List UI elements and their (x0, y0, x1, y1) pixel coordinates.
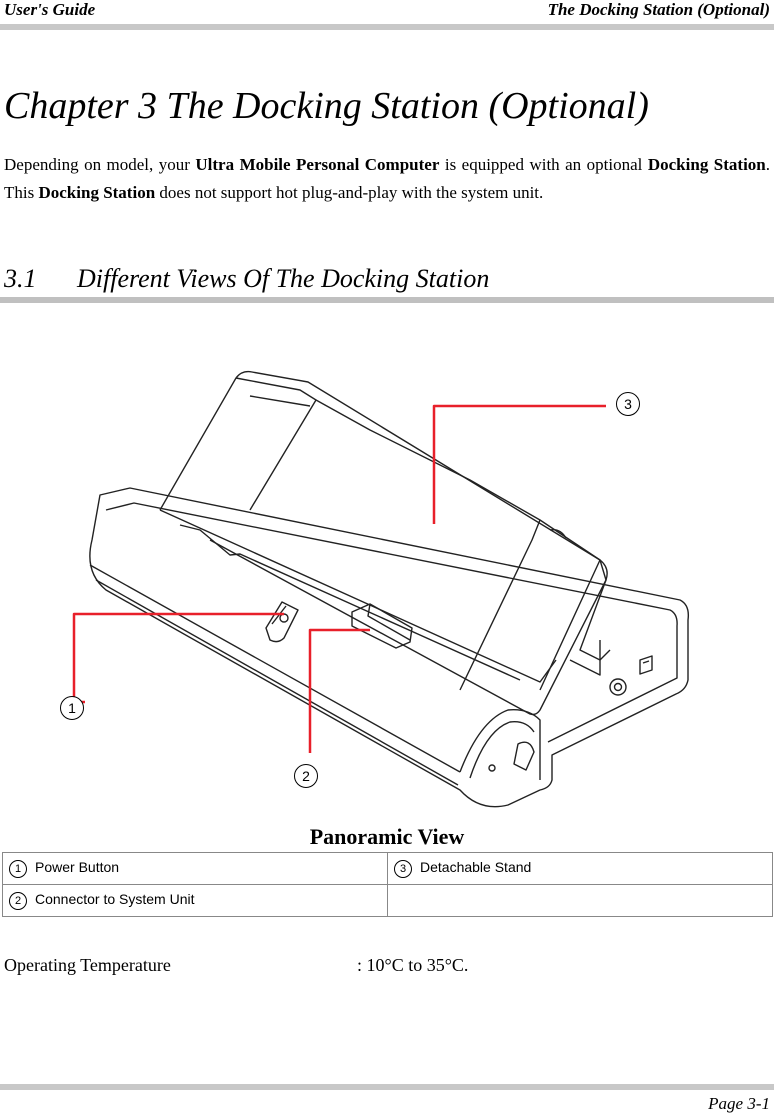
legend-label: Connector to System Unit (35, 891, 195, 908)
legend-row (3, 885, 773, 917)
callout-2: 2 (294, 764, 318, 788)
section-heading (4, 264, 489, 294)
legend-number-badge: 3 (394, 860, 412, 878)
legend-label: Power Button (35, 859, 120, 876)
intro-paragraph (4, 151, 770, 207)
section-title: Different Views Of The Docking Station (77, 264, 490, 293)
legend-cell (3, 853, 388, 885)
intro-bold-product: Ultra Mobile Personal Computer (195, 155, 440, 174)
spec-label: Operating Temperature (4, 955, 171, 975)
intro-text-3: . This (4, 155, 770, 202)
legend-table (2, 852, 773, 917)
callout-3: 3 (616, 392, 640, 416)
legend-label: Detachable Stand (420, 859, 532, 876)
intro-text-2: is equipped with an optional (439, 155, 648, 174)
legend-row (3, 853, 773, 885)
legend-cell-empty (388, 885, 773, 917)
callout-1: 1 (60, 696, 84, 720)
intro-text-1: Depending on model, your (4, 155, 196, 174)
intro-text-4: does not support hot plug-and-play with the system unit. (155, 183, 544, 202)
header-left: User's Guide (4, 0, 96, 19)
docking-station-figure (40, 360, 730, 820)
footer-rule (0, 1084, 774, 1090)
legend-number-badge: 1 (9, 860, 27, 878)
legend-cell (388, 853, 773, 885)
docking-station-illustration (40, 360, 730, 820)
header-right: The Docking Station (Optional) (547, 0, 770, 19)
legend-cell (3, 885, 388, 917)
legend-number-badge: 2 (9, 892, 27, 910)
page-number: Page 3-1 (708, 1094, 770, 1113)
section-number: 3.1 (4, 264, 37, 293)
intro-bold-dock-1: Docking Station (647, 155, 766, 174)
figure-caption: Panoramic View (309, 824, 465, 849)
intro-bold-dock-2: Docking Station (38, 183, 156, 202)
header-rule (0, 24, 774, 30)
chapter-title: Chapter 3 The Docking Station (Optional) (4, 85, 649, 127)
spec-value: : 10°C to 35°C. (357, 955, 469, 975)
section-rule (0, 297, 774, 303)
